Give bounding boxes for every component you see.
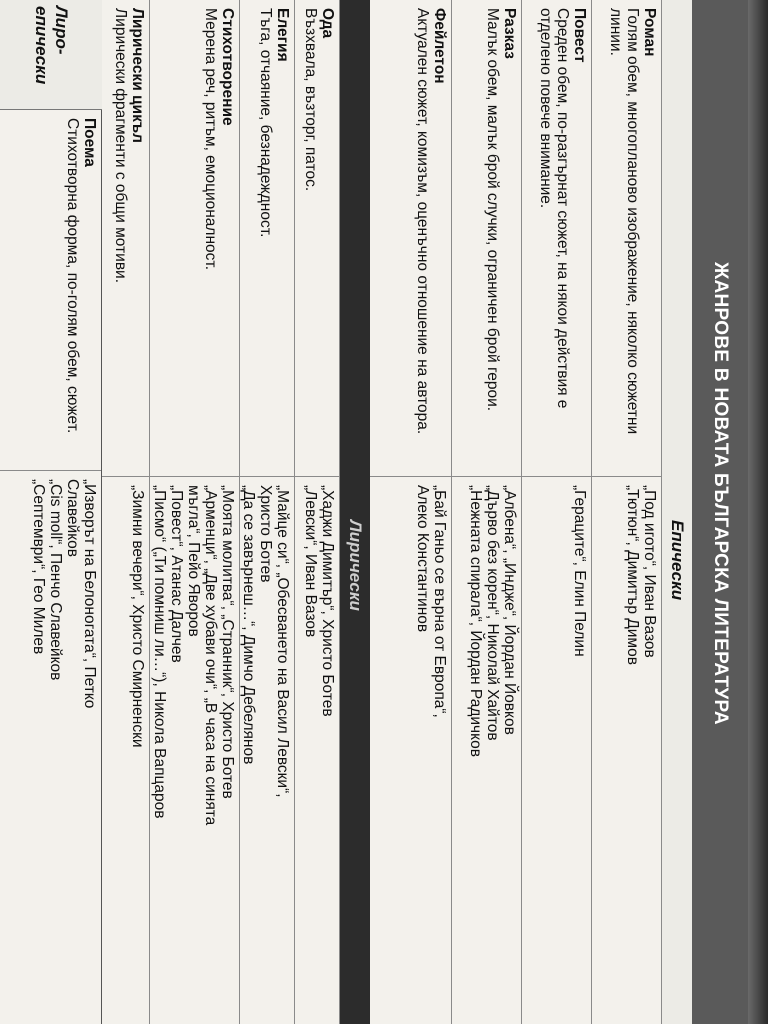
work-line: „Хаджи Димитър“, Христо Ботев	[319, 485, 336, 717]
genre-name: Лирически цикъл	[129, 8, 146, 143]
genre-cell	[452, 0, 521, 470]
genre-name: Елегия	[274, 8, 291, 62]
work-line: Славейков	[64, 479, 81, 558]
genre-description: Тъга, отчаяние, безнадеждност.	[257, 8, 274, 238]
work-line: „Гераците“, Елин Пелин	[571, 485, 588, 657]
work-line: „Изворът на Белоногата“, Петко	[81, 479, 98, 709]
genre-cell	[592, 0, 661, 470]
genre-description: Малък обем, малък брой случки, ограничен брой герои.	[484, 8, 501, 412]
table-row	[150, 0, 240, 1024]
lyroepic-category-label	[0, 0, 102, 110]
genre-name: Роман	[641, 8, 658, 57]
lyroepic-label-line2: епически	[32, 6, 51, 85]
work-line: „Под игото“, Иван Вазов	[641, 485, 658, 658]
work-line: „Арменци“, „Две хубави очи“, „В часа на синята	[202, 485, 219, 826]
genre-description: Лирически фрагменти с общи мотиви.	[112, 8, 129, 284]
genre-description: Стихотворна форма, по-голям обем, сюжет.	[64, 118, 81, 434]
work-line: „Дърво без корен“, Николай Хайтов	[484, 485, 501, 741]
works-cell	[592, 476, 661, 1024]
genre-description: Голям обем, многопланово изображение, няколко сюжетни линии.	[607, 8, 641, 435]
work-line: мъгла“, Пейо Яворов	[185, 485, 202, 637]
lyroepic-label-line1: Лиро-	[52, 6, 71, 55]
works-cell	[452, 476, 521, 1024]
genre-cell	[240, 0, 294, 470]
table-row	[0, 110, 102, 1024]
table-row	[522, 0, 592, 1024]
genre-description: Среден обем, по-разгърнат сюжет, на някои действия е отделено повече внимание.	[537, 8, 571, 409]
works-cell	[0, 470, 101, 1024]
work-line: „Албена“, „Индже“, Йордан Йовков	[501, 485, 518, 735]
works-cell	[522, 476, 591, 1024]
work-line: „Нежната спирала“, Йордан Радичков	[467, 485, 484, 757]
work-line: „Да се завърнеш…“, Димчо Дебелянов	[240, 485, 257, 765]
epic-category-label: Епически	[662, 0, 692, 1024]
work-line: Христо Ботев	[257, 485, 274, 583]
works-cell	[370, 476, 451, 1024]
work-line: „Cis moll“, Пенчо Славейков	[47, 479, 64, 681]
table-title: ЖАНРОВЕ В НОВАТА БЪЛГАРСКА ЛИТЕРАТУРА	[692, 0, 748, 1024]
genre-cell	[370, 0, 451, 470]
work-line: „Повест“, Атанас Далчев	[168, 485, 185, 663]
genre-name: Ода	[319, 8, 336, 39]
genre-cell	[295, 0, 339, 470]
lyroepic-section	[0, 0, 102, 1024]
table-row	[452, 0, 522, 1024]
genre-name: Фейлетон	[431, 8, 448, 84]
lyric-section	[102, 0, 370, 1024]
work-line: „Левски“, Иван Вазов	[302, 485, 319, 638]
genre-description: Възхвала, възторг, патос.	[302, 8, 319, 192]
works-cell	[150, 476, 239, 1024]
lyric-category-label: Лирически	[340, 0, 370, 1024]
table-row	[592, 0, 662, 1024]
genre-cell	[150, 0, 239, 470]
scan-edge	[748, 0, 768, 1024]
genre-name: Повест	[571, 8, 588, 63]
works-cell	[102, 476, 149, 1024]
works-cell	[240, 476, 294, 1024]
works-cell	[295, 476, 339, 1024]
work-line: „Тютюн“, Димитър Димов	[624, 485, 641, 665]
table-row	[240, 0, 295, 1024]
work-line: Алеко Константинов	[414, 485, 431, 633]
table-row	[370, 0, 452, 1024]
work-line: „Септември“, Гео Милев	[30, 479, 47, 655]
work-line: „Моята молитва“, „Странник“, Христо Ботев	[219, 485, 236, 799]
work-line: „Писмо“ („Ти помниш ли…“), Никола Вапцаров	[151, 485, 168, 819]
epic-section	[370, 0, 692, 1024]
table-row	[295, 0, 340, 1024]
genre-name: Стихотворение	[219, 8, 236, 126]
genre-description: Мерена реч, ритъм, емоционалност.	[202, 8, 219, 271]
genre-description: Актуален сюжет, комизъм, оценъчно отношение на автора.	[414, 8, 431, 435]
work-line: „Бай Ганьо се върна от Европа“,	[431, 485, 448, 718]
work-line: „Майце си“, „Обесването на Васил Левски“,	[274, 485, 291, 798]
genre-cell	[522, 0, 591, 470]
genre-name: Поема	[81, 118, 98, 167]
table-row	[102, 0, 150, 1024]
genre-name: Разказ	[501, 8, 518, 59]
genre-cell	[102, 0, 149, 470]
work-line: „Зимни вечери“, Христо Смирненски	[129, 485, 146, 748]
genre-cell	[0, 110, 101, 470]
